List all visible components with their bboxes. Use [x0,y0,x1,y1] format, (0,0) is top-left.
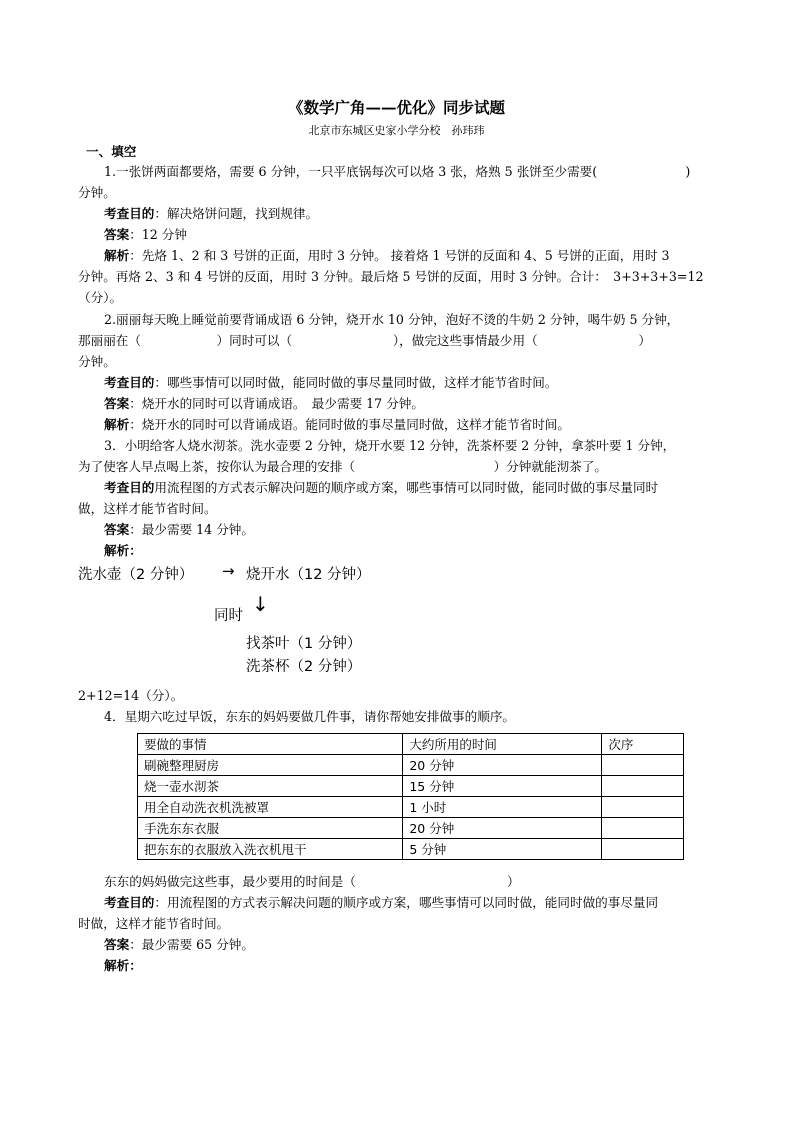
analysis-label: 解析 [104,248,130,263]
time-cell: 20 分钟 [403,818,602,839]
q3-purpose-line1 [104,478,658,498]
analysis-label: 解析 [104,543,130,558]
analysis-colon: ： [129,543,142,558]
table-row [138,797,684,818]
section-heading: 一、填空 [86,144,137,159]
purpose-text: ：解决烙饼问题，找到规律。 [154,206,319,221]
q4-answer [104,935,254,955]
q3-text-line2: 为了使客人早点喝上茶，按你认为最合理的安排（ ）分钟就能沏茶了。 [78,459,607,474]
purpose-label: 考查目的 [104,375,155,390]
answer-text: ：烧开水的同时可以背诵成语。 最少需要 17 分钟。 [129,396,424,411]
q2-text-line3: 分钟。 [78,354,116,369]
task-cell: 烧一壶水沏茶 [138,776,403,797]
q4-analysis [104,956,142,976]
task-cell: 把东东的衣服放入洗衣机甩干 [138,839,403,860]
flow-arrow-right-icon: → [222,562,235,580]
time-cell: 1 小时 [403,797,602,818]
page-title: 《数学广角——优化》同步试题 [287,98,505,117]
q1-answer [104,225,187,245]
q3-calc: 2+12=14（分）。 [78,688,184,703]
q2-answer [104,394,424,414]
answer-text: ：最少需要 65 分钟。 [129,937,254,952]
order-cell [602,755,684,776]
purpose-text: ：用流程图的方式表示解决问题的顺序或方案，哪些事情可以同时做，能同时做的事尽量同 [154,895,659,910]
q2-analysis [104,415,570,435]
time-cell: 15 分钟 [403,776,602,797]
purpose-text: ：哪些事情可以同时做，能同时做的事尽量同时做，这样才能节省时间。 [154,375,558,390]
table-row [138,839,684,860]
q4-purpose-line1 [104,893,658,913]
order-cell [602,797,684,818]
time-cell: 20 分钟 [403,755,602,776]
table-header-row [138,734,684,755]
task-cell: 手洗东东衣服 [138,818,403,839]
q3-text-line1: 3．小明给客人烧水沏茶。洗水壶要 2 分钟，烧开水要 12 分钟，洗茶杯要 2 分钟，拿茶叶要 1 分钟， [104,438,676,453]
flow-step-wash-kettle: 洗水壶（2 分钟） [78,567,194,583]
table-row [138,776,684,797]
q3-purpose-line2: 做，这样才能节省时间。 [78,501,217,516]
q1-analysis-line1 [104,246,670,266]
task-cell: 用全自动洗衣机洗被罩 [138,797,403,818]
q4-text: 4．星期六吃过早饭，东东的妈妈要做几件事，请你帮她安排做事的顺序。 [104,709,516,724]
answer-label: 答案 [104,522,130,537]
q4-purpose-line2: 时做，这样才能节省时间。 [78,916,230,931]
answer-label: 答案 [104,396,130,411]
analysis-text: ：烧开水的同时可以背诵成语。能同时做的事尽量同时做，这样才能节省时间。 [129,417,570,432]
answer-text: ：12 分钟 [129,227,187,242]
purpose-label: 考查目的 [104,895,155,910]
flow-arrow-down-icon: ↓ [252,592,269,616]
analysis-label: 解析 [104,417,130,432]
q2-text-line1: 2.丽丽每天晚上睡觉前要背诵成语 6 分钟，烧开水 10 分钟，泡好不烫的牛奶 2 分钟，喝牛奶 5 分钟， [104,312,680,327]
q2-text-line2: 那丽丽在（ ）同时可以（ ），做完这些事情最少用（ ） [78,333,652,348]
answer-text: ：最少需要 14 分钟。 [129,522,254,537]
analysis-colon: ： [129,958,142,973]
header-order: 次序 [602,734,684,755]
q3-analysis [104,541,142,561]
header-task: 要做的事情 [138,734,403,755]
author-line: 北京市东城区史家小学分校 孙玮玮 [308,124,485,137]
flow-step-boil-water: 烧开水（12 分钟） [246,567,371,583]
purpose-label: 考查目的 [104,480,155,495]
order-cell [602,839,684,860]
time-cell: 5 分钟 [403,839,602,860]
order-cell [602,818,684,839]
answer-label: 答案 [104,937,130,952]
analysis-label: 解析 [104,958,130,973]
q2-purpose [104,373,557,393]
table-row [138,755,684,776]
q1-analysis-line2: 分钟。再烙 2、3 和 4 号饼的反面，用时 3 分钟。最后烙 5 号饼的反面，用时 3 分钟。合计： 3+3+3+3=12 [78,269,704,284]
task-table [137,733,684,860]
table-row [138,818,684,839]
flow-step-wash-cups: 洗茶杯（2 分钟） [246,659,362,675]
task-cell: 刷碗整理厨房 [138,755,403,776]
q3-answer [104,520,254,540]
answer-label: 答案 [104,227,130,242]
header-time: 大约所用的时间 [403,734,602,755]
q1-text-line1: 1.一张饼两面都要烙，需要 6 分钟，一只平底锅每次可以烙 3 张，烙熟 5 张饼至少需要( ) [104,164,691,179]
purpose-text: 用流程图的方式表示解决问题的顺序或方案，哪些事情可以同时做，能同时做的事尽量同时 [154,480,659,495]
q1-purpose [104,204,318,224]
q1-analysis-line3: （分）。 [78,290,123,305]
purpose-label: 考查目的 [104,206,155,221]
flow-step-find-tea: 找茶叶（1 分钟） [246,636,362,652]
flow-simultaneous-label: 同时 [214,608,243,624]
analysis-text: ：先烙 1、2 和 3 号饼的正面，用时 3 分钟。 接着烙 1 号饼的反面和 4、5 号饼的正面，用时 3 [129,248,670,263]
q4-after-table: 东东的妈妈做完这些事，最少要用的时间是（ ） [104,874,520,889]
order-cell [602,776,684,797]
q1-text-line2: 分钟。 [78,185,116,200]
